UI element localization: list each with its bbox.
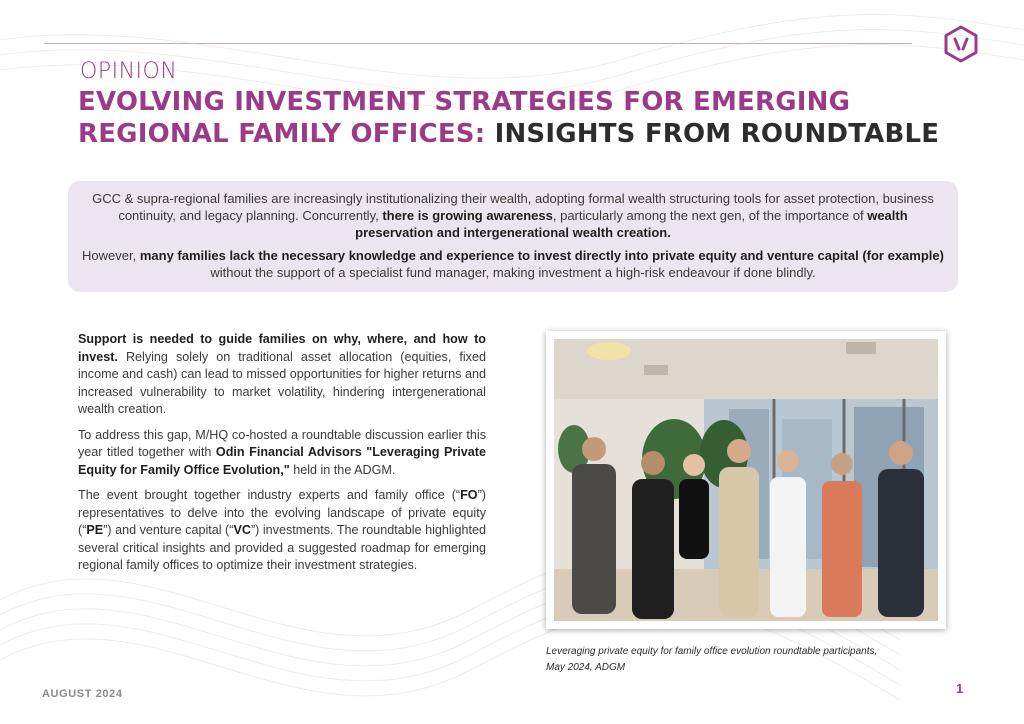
header-divider bbox=[44, 43, 912, 44]
intro-p1-text-b: , particularly among the next gen, of the importance of bbox=[552, 208, 868, 223]
intro-paragraph-2 bbox=[82, 247, 944, 281]
page-title bbox=[78, 86, 978, 150]
intro-p1-text-a: GCC & supra-regional families are increasingly institutionalizing their wealth, adopting formal wealth structuring tools for asset protection, business continuity, and legacy planning. Concurrently, bbox=[92, 191, 934, 223]
body-p2-text-a: To address this gap, M/HQ co-hosted a roundtable discussion earlier this year titled together with bbox=[78, 427, 486, 459]
body-p1-bold: Support is needed to guide families on why, where, and how to invest. bbox=[78, 332, 486, 364]
body-p3-text-d: ”) investments. The roundtable highlighted several critical insights and provided a suggested roadmap for emerging regional family offices to optimize their investment strategies. bbox=[78, 523, 486, 572]
intro-p1-bold-b: wealth preservation and intergenerational wealth creation. bbox=[355, 208, 908, 240]
body-paragraph-3 bbox=[78, 487, 486, 575]
body-p3-text-c: ”) and venture capital (“ bbox=[103, 523, 234, 537]
caption-line-1: Leveraging private equity for family office evolution roundtable participants, bbox=[546, 646, 878, 657]
body-p2-text-b: held in the ADGM. bbox=[289, 462, 396, 477]
caption-line-2: May 2024, ADGM bbox=[546, 662, 626, 673]
roundtable-group-photo bbox=[554, 339, 938, 621]
photo-caption bbox=[546, 644, 926, 676]
intro-p2-text-a: However, bbox=[82, 248, 140, 263]
page-number: 1 bbox=[956, 681, 964, 696]
body-p3-vc: VC bbox=[233, 523, 251, 537]
photo-frame bbox=[546, 331, 946, 629]
intro-callout bbox=[68, 181, 958, 292]
body-p3-text-a: The event brought together industry experts and family office (“ bbox=[78, 488, 461, 502]
title-dark: INSIGHTS FROM ROUNDTABLE bbox=[494, 119, 940, 149]
intro-paragraph-1 bbox=[82, 190, 944, 241]
section-kicker: OPINION bbox=[80, 59, 178, 84]
title-purple: EVOLVING INVESTMENT STRATEGIES FOR EMERGING REGIONAL FAMILY OFFICES: bbox=[78, 87, 851, 149]
intro-p2-bold: many families lack the necessary knowledge and experience to invest directly into private equity and venture capital (for example) bbox=[139, 248, 944, 263]
body-p1-text: Relying solely on traditional asset allocation (equities, fixed income and cash) can lead to missed opportunities for higher returns and increased vulnerability to market volatility, hindering intergenerational wealth creation. bbox=[78, 349, 486, 416]
intro-p2-text-b: without the support of a specialist fund manager, making investment a high-risk endeavour if done blindly. bbox=[210, 265, 816, 280]
body-paragraph-2 bbox=[78, 427, 486, 480]
body-p3-text-b: ”) representatives to delve into the evolving landscape of private equity (“ bbox=[78, 488, 486, 537]
footer-date: AUGUST 2024 bbox=[42, 688, 123, 700]
intro-p1-bold-a: there is growing awareness bbox=[382, 208, 553, 223]
article-body bbox=[78, 331, 486, 583]
body-p3-pe: PE bbox=[86, 523, 104, 537]
body-p2-bold: Odin Financial Advisors "Leveraging Private Equity for Family Office Evolution," bbox=[78, 445, 486, 477]
body-p3-fo: FO bbox=[460, 488, 478, 502]
body-paragraph-1 bbox=[78, 331, 486, 419]
mhq-logo-icon bbox=[943, 25, 979, 63]
